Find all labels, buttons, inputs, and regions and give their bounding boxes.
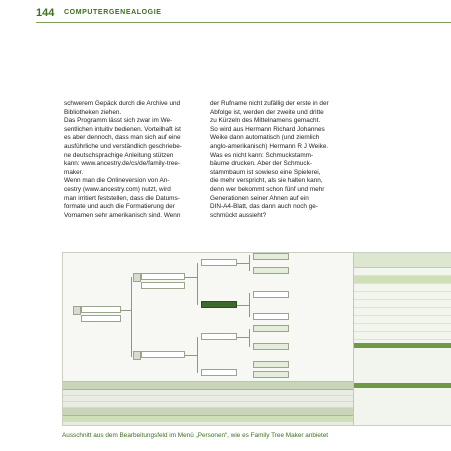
header-rule: [36, 22, 451, 23]
left-column: [64, 100, 207, 220]
tree-node-gen4: [253, 267, 289, 274]
page-number: 144: [36, 7, 55, 19]
edit-panel-subtabs[interactable]: [63, 408, 353, 416]
tree-connector: [185, 355, 197, 356]
tree-connector: [249, 255, 250, 271]
tree-node-mother: [141, 351, 185, 358]
figure-caption: Ausschnitt aus dem Bearbeitungsfeld im Menü „Personen“, wie es Family Tree Maker anbietet: [62, 432, 329, 439]
tree-connector: [249, 293, 250, 317]
page-header: [0, 0, 451, 26]
edit-panel-tabs[interactable]: [63, 382, 353, 390]
person-photo-icon: [133, 273, 141, 282]
tree-connector: [121, 310, 131, 311]
detail-row[interactable]: [354, 300, 451, 308]
tree-node-gen4: [253, 291, 289, 298]
detail-row[interactable]: [354, 284, 451, 292]
tree-node-gen3-selected[interactable]: [201, 301, 237, 308]
person-photo-icon: [73, 306, 81, 315]
tree-connector: [185, 277, 197, 278]
detail-row[interactable]: [354, 268, 451, 276]
grid-row[interactable]: [63, 422, 353, 426]
tree-node-gen4: [253, 343, 289, 350]
right-column: [210, 100, 355, 220]
detail-row[interactable]: [354, 316, 451, 324]
tree-node-gen3: [201, 259, 237, 266]
edit-panel: [63, 381, 353, 426]
software-screenshot: [62, 252, 451, 426]
tree-connector: [131, 277, 132, 357]
section-bar: [354, 343, 451, 348]
person-details-panel: [353, 253, 451, 425]
tree-connector: [197, 337, 198, 373]
tree-node-father: [141, 273, 185, 280]
section-bar: [354, 383, 451, 388]
detail-row[interactable]: [354, 292, 451, 300]
tree-node-gen4: [253, 371, 289, 378]
person-photo-icon: [133, 351, 141, 360]
tree-node-root: [81, 306, 121, 313]
tree-node-gen4: [253, 253, 289, 260]
tree-node-gen4: [253, 325, 289, 332]
tree-connector: [249, 329, 250, 347]
running-title: COMPUTERGENEALOGIE: [64, 9, 162, 16]
detail-row[interactable]: [354, 324, 451, 332]
detail-row-selected[interactable]: [354, 276, 451, 284]
tree-connector: [237, 263, 249, 264]
detail-row[interactable]: [354, 308, 451, 316]
tree-node-gen4: [253, 361, 289, 368]
right-column-text: der Rufname nicht zufällig der erste in der Abfolge ist, werden der zweite und dritte zu Kürzeln des Mittelnamens gemacht. So wird aus Hermann Richard Johannes Weike dann automatisch (und ziemlich anglo-amerikanisch) Hermann R J Weike. Was es nicht kann: Schmuckstamm- bäume drucken. Aber der Schmuck- stammbaum ist sowieso eine Spielerei, die mehr verspricht, als sie halten kann, denn wer bekommt schon fünf und mehr Generationen seiner Ahnen auf ein DIN-A4-Blatt, das dann auch noch ge- schmückt aussieht?: [210, 100, 329, 219]
tree-node-father-detail: [141, 282, 185, 289]
tree-node-root-detail: [81, 315, 121, 322]
tree-node-gen3: [201, 369, 237, 376]
tree-node-gen3: [201, 333, 237, 340]
tree-connector: [197, 263, 198, 305]
tree-connector: [237, 337, 249, 338]
detail-row[interactable]: [354, 332, 451, 340]
family-tree-view: [63, 253, 353, 381]
tree-connector: [237, 305, 249, 306]
left-column-text: schwerem Gepäck durch die Archive und Bibliotheken ziehen. Das Programm lässt sich zwar im We- sentlichen intuitiv bedienen. Vorteilhaft ist es aber dennoch, dass man sich auf eine ausführliche und verständlich geschriebe- ne deutschsprachige Anleitung stützen kann: www.ancestry.de/cs/de/family-tree- maker. Wenn man die Onlineversion von An- cestry (www.ancestry.com) nutzt, wird man irritiert feststellen, dass die Datums- formate und auch die Formatierung der Vornamen sehr amerikanisch sind. Wenn: [64, 100, 182, 219]
tree-node-gen4: [253, 313, 289, 320]
person-details-header: [354, 253, 451, 268]
